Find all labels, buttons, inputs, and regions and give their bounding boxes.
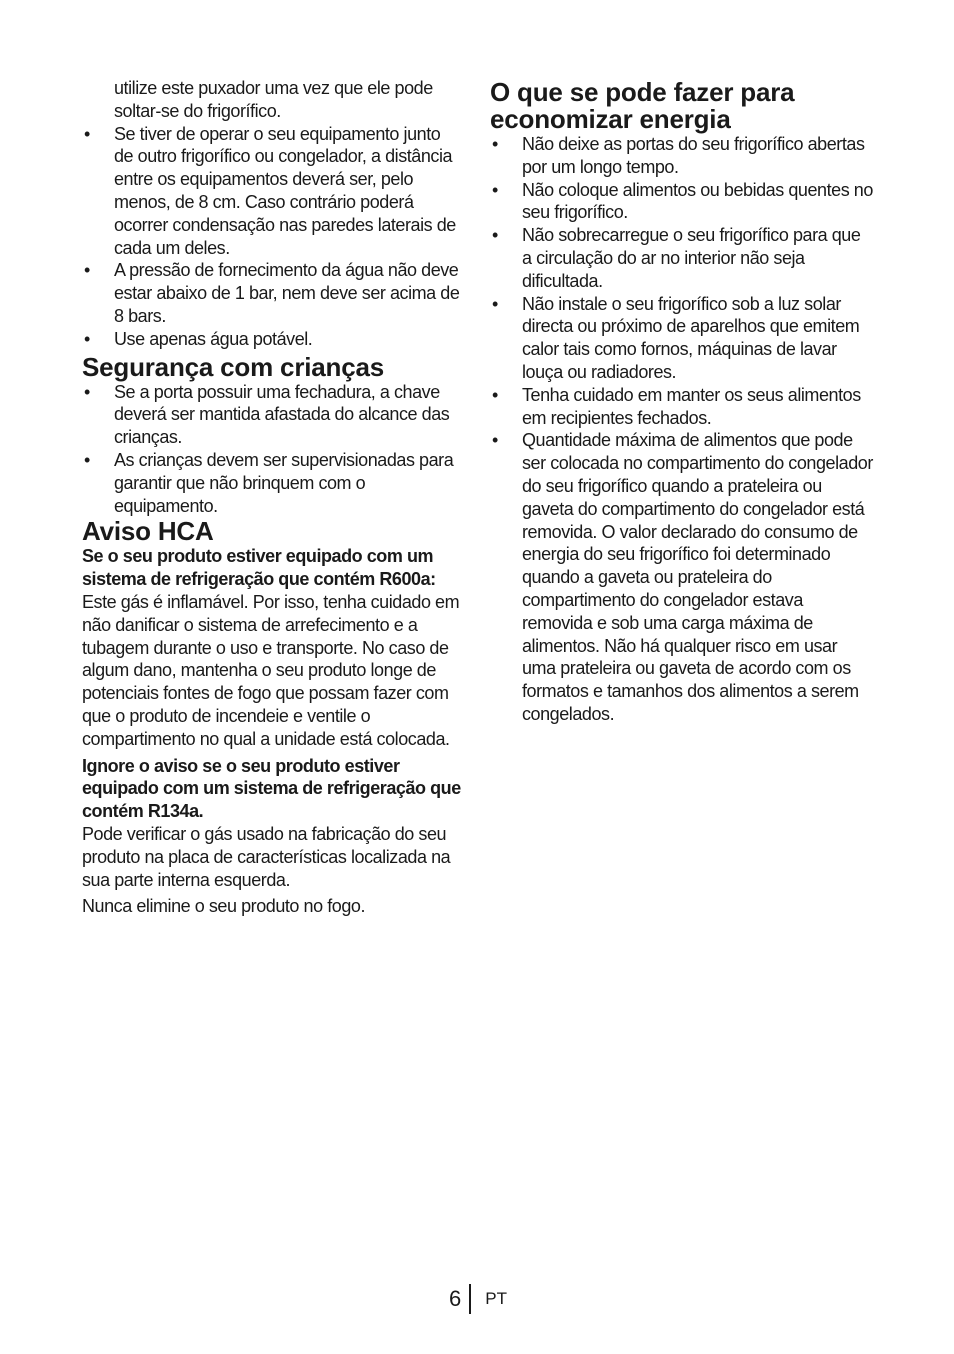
list-item: • Se tiver de operar o seu equipamento junto de outro frigorífico ou congelador, a distância entre os equipamentos deverá ser, pelo menos, de 8 cm. Caso contrário poderá ocorrer condensação nas paredes laterais de cada um deles.: [82, 123, 462, 260]
list-item: • Não deixe as portas do seu frigorífico abertas por um longo tempo.: [490, 133, 874, 179]
hca-fire-warning: Nunca elimine o seu produto no fogo.: [82, 896, 365, 917]
install-bullet-list: [82, 123, 462, 351]
hca-r600a-text: Este gás é inflamável. Por isso, tenha cuidado em não danificar o sistema de arrefecimento e a tubagem durante o uso e transporte. No caso de algum dano, mantenha o seu produto longe de potenciais fontes de fogo que possam fazer com que o produto de incendeie e ventile o compartimento no qual a unidade está colocada.: [82, 591, 460, 749]
child-safety-bullet-list: [82, 381, 462, 518]
list-item: • Não coloque alimentos ou bebidas quentes no seu frigorífico.: [490, 179, 874, 225]
energy-saving-heading: O que se pode fazer para economizar energia: [490, 77, 795, 134]
list-item: • As crianças devem ser supervisionadas para garantir que não brinquem com o equipamento.: [82, 449, 462, 517]
right-column: [490, 79, 874, 726]
list-item: • A pressão de fornecimento da água não deve estar abaixo de 1 bar, nem deve ser acima de 8 bars.: [82, 259, 462, 327]
list-item: • Se a porta possuir uma fechadura, a chave deverá ser mantida afastada do alcance das crianças.: [82, 381, 462, 449]
hca-gas-check-text: Pode verificar o gás usado na fabricação do seu produto na placa de características localizada na sua parte interna esquerda.: [82, 823, 451, 890]
list-item: • Não sobrecarregue o seu frigorífico para que a circulação do ar no interior não seja dificultada.: [490, 224, 874, 292]
page-footer: [449, 1284, 507, 1314]
left-column: [82, 77, 462, 918]
energy-bullet-list: [490, 133, 874, 726]
hca-r134a-warning: Ignore o aviso se o seu produto estiver equipado com um sistema de refrigeração que contém R134a.: [82, 755, 461, 822]
page-number: 6: [449, 1286, 462, 1311]
hca-heading: Aviso HCA: [82, 516, 214, 547]
list-item: • Não instale o seu frigorífico sob a luz solar directa ou próximo de aparelhos que emitem calor tais como fornos, máquinas de lavar louça ou radiadores.: [490, 293, 874, 384]
list-item: • Tenha cuidado em manter os seus alimentos em recipientes fechados.: [490, 384, 874, 430]
list-item: • Quantidade máxima de alimentos que pode ser colocada no compartimento do congelador do seu frigorífico quando a prateleira ou gaveta do compartimento do congelador está removida. O valor declarado do consumo de energia do seu frigorífico foi determinado quando a gaveta ou prateleira do compartimento do congelador estava removida e sob uma carga máxima de alimentos. Não há qualquer risco em usar uma prateleira ou gaveta de acordo com os formatos e tamanhos dos alimentos a serem congelados.: [490, 429, 874, 725]
intro-continuation: utilize este puxador uma vez que ele pode soltar-se do frigorífico.: [114, 78, 433, 121]
language-code: PT: [485, 1289, 507, 1308]
hca-r600a-warning: Se o seu produto estiver equipado com um sistema de refrigeração que contém R600a:: [82, 546, 436, 590]
footer-divider: [469, 1284, 471, 1314]
child-safety-heading: Segurança com crianças: [82, 351, 384, 382]
list-item: • Use apenas água potável.: [82, 328, 462, 351]
